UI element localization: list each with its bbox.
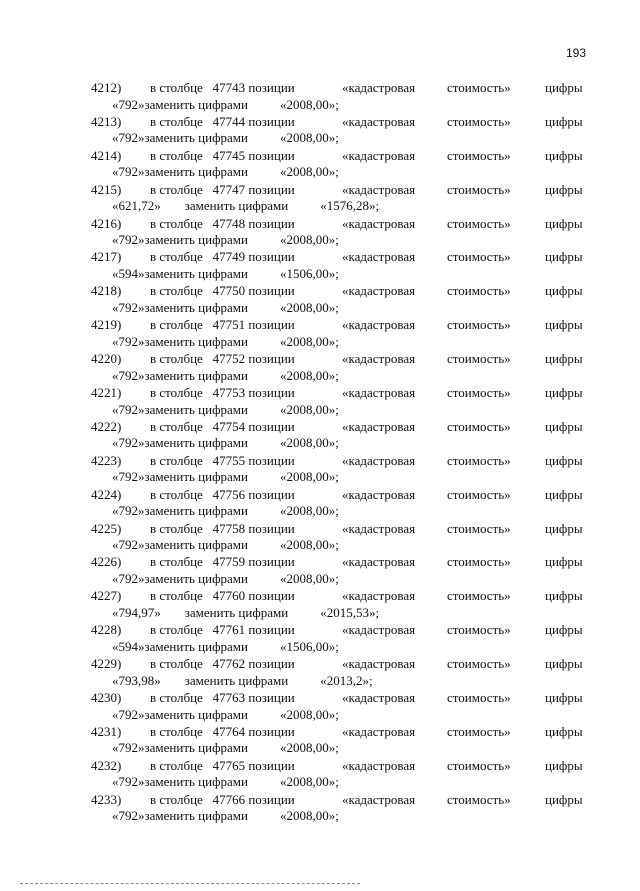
column-reference: в столбце 47760 позиции [150,588,295,604]
item-number: 4230) [91,690,122,706]
old-value: «792» [112,808,145,824]
digits-word: цифры [545,215,583,231]
replace-phrase: заменить цифрами [144,808,248,824]
cadastral-word: «кадастровая [342,147,416,163]
item-number: 4219) [91,317,122,333]
amendment-item [0,248,640,282]
old-value: «621,72» [112,198,161,214]
new-value: «2008,00»; [279,232,339,248]
page-number: 193 [566,46,587,60]
amendment-item [0,689,640,723]
column-reference: в столбце 47758 позиции [150,520,295,536]
digits-word: цифры [545,418,583,434]
cadastral-word: «кадастровая [342,622,416,638]
cadastral-word: «кадастровая [342,588,416,604]
replace-phrase: заменить цифрами [144,435,248,451]
item-number: 4226) [91,554,122,570]
amendment-line-1 [0,621,640,638]
amendment-line-2 [112,197,379,214]
item-number: 4222) [91,418,122,434]
old-value: «792» [112,164,145,180]
digits-word: цифры [545,113,583,129]
amendment-line-1 [0,215,640,232]
column-reference: в столбце 47748 позиции [150,215,295,231]
digits-word: цифры [545,723,583,739]
old-value: «792» [112,401,145,417]
cadastral-word: «кадастровая [342,385,416,401]
item-number: 4216) [91,215,122,231]
column-reference: в столбце 47754 позиции [150,418,295,434]
replace-phrase: заменить цифрами [144,537,248,553]
cadastral-word: «кадастровая [342,418,416,434]
amendment-line-1 [0,452,640,469]
value-word: стоимость» [447,249,511,265]
amendment-line-2 [112,672,373,689]
value-word: стоимость» [447,757,511,773]
value-word: стоимость» [447,622,511,638]
new-value: «2008,00»; [279,401,339,417]
amendment-item [0,621,640,655]
cadastral-word: «кадастровая [342,113,416,129]
item-number: 4228) [91,622,122,638]
item-number: 4212) [91,80,122,95]
value-word: стоимость» [447,181,511,197]
replace-phrase: заменить цифрами [144,706,248,722]
amendment-line-1 [0,113,640,130]
old-value: «792» [112,435,145,451]
amendment-line-1 [0,350,640,367]
amendment-item [0,553,640,587]
column-reference: в столбце 47765 позиции [150,757,295,773]
value-word: стоимость» [447,351,511,367]
cadastral-word: «кадастровая [342,656,416,672]
replace-phrase: заменить цифрами [184,672,289,688]
amendment-item [0,486,640,520]
amendment-line-1 [0,418,640,435]
replace-phrase: заменить цифрами [144,570,248,586]
digits-word: цифры [545,452,583,468]
amendment-line-2 [112,502,339,519]
value-word: стоимость» [447,554,511,570]
cadastral-word: «кадастровая [342,317,416,333]
amendment-line-2 [112,570,339,587]
amendment-line-1 [0,689,640,706]
digits-word: цифры [545,486,583,502]
item-number: 4218) [91,283,122,299]
old-value: «594» [112,638,145,654]
item-number: 4220) [91,351,122,367]
digits-word: цифры [545,622,583,638]
digits-word: цифры [545,690,583,706]
cadastral-word: «кадастровая [342,181,416,197]
value-word: стоимость» [447,80,511,95]
old-value: «594» [112,265,145,281]
replace-phrase: заменить цифрами [144,164,248,180]
value-word: стоимость» [447,317,511,333]
old-value: «792» [112,537,145,553]
amendment-line-2 [112,96,339,113]
amendment-line-1 [0,553,640,570]
value-word: стоимость» [447,215,511,231]
new-value: «2008,00»; [279,435,339,451]
amendment-item [0,723,640,757]
amendment-item [0,350,640,384]
column-reference: в столбце 47749 позиции [150,249,295,265]
item-number: 4221) [91,385,122,401]
digits-word: цифры [545,588,583,604]
old-value: «792» [112,299,145,315]
amendment-line-1 [0,655,640,672]
amendment-item [0,757,640,791]
amendment-line-1 [0,147,640,164]
cadastral-word: «кадастровая [342,554,416,570]
new-value: «2008,00»; [279,808,339,824]
amendment-line-2 [112,468,339,485]
column-reference: в столбце 47744 позиции [150,113,295,129]
cadastral-word: «кадастровая [342,249,416,265]
amendment-item [0,215,640,249]
footer-rule [20,883,360,884]
column-reference: в столбце 47752 позиции [150,351,295,367]
replace-phrase: заменить цифрами [144,740,248,756]
cadastral-word: «кадастровая [342,351,416,367]
new-value: «2008,00»; [279,469,339,485]
amendment-line-2 [112,401,339,418]
digits-word: цифры [545,249,583,265]
old-value: «794,97» [112,604,161,620]
amendment-line-2 [112,807,339,824]
new-value: «2008,00»; [279,130,339,146]
amendment-item [0,418,640,452]
new-value: «2008,00»; [279,570,339,586]
amendment-list [0,79,640,825]
amendment-line-1 [0,316,640,333]
amendment-item [0,791,640,825]
value-word: стоимость» [447,283,511,299]
old-value: «792» [112,333,145,349]
amendment-item [0,316,640,350]
amendment-line-1 [0,791,640,808]
column-reference: в столбце 47761 позиции [150,622,295,638]
value-word: стоимость» [447,418,511,434]
old-value: «792» [112,740,145,756]
new-value: «2008,00»; [279,706,339,722]
old-value: «792» [112,774,145,790]
replace-phrase: заменить цифрами [144,638,248,654]
new-value: «2008,00»; [279,537,339,553]
value-word: стоимость» [447,452,511,468]
replace-phrase: заменить цифрами [144,130,248,146]
cadastral-word: «кадастровая [342,452,416,468]
column-reference: в столбце 47755 позиции [150,452,295,468]
value-word: стоимость» [447,385,511,401]
old-value: «792» [112,367,145,383]
new-value: «1576,28»; [320,198,380,214]
digits-word: цифры [545,520,583,536]
item-number: 4229) [91,656,122,672]
amendment-item [0,587,640,621]
digits-word: цифры [545,351,583,367]
amendment-line-2 [112,129,339,146]
old-value: «792» [112,503,145,519]
item-number: 4223) [91,452,122,468]
amendment-line-2 [112,163,339,180]
column-reference: в столбце 47764 позиции [150,723,295,739]
item-number: 4231) [91,723,122,739]
value-word: стоимость» [447,520,511,536]
column-reference: в столбце 47753 позиции [150,385,295,401]
amendment-item [0,655,640,689]
digits-word: цифры [545,757,583,773]
column-reference: в столбце 47759 позиции [150,554,295,570]
value-word: стоимость» [447,791,511,807]
item-number: 4227) [91,588,122,604]
replace-phrase: заменить цифрами [144,401,248,417]
old-value: «792» [112,130,145,146]
amendment-line-2 [112,706,339,723]
cadastral-word: «кадастровая [342,486,416,502]
new-value: «2008,00»; [279,96,339,112]
digits-word: цифры [545,791,583,807]
new-value: «2008,00»; [279,164,339,180]
digits-word: цифры [545,385,583,401]
cadastral-word: «кадастровая [342,690,416,706]
value-word: стоимость» [447,486,511,502]
column-reference: в столбце 47745 позиции [150,147,295,163]
new-value: «2008,00»; [279,299,339,315]
amendment-line-2 [112,231,339,248]
old-value: «792» [112,570,145,586]
amendment-line-2 [112,299,339,316]
cadastral-word: «кадастровая [342,757,416,773]
old-value: «792» [112,232,145,248]
old-value: «792» [112,469,145,485]
digits-word: цифры [545,656,583,672]
new-value: «2008,00»; [279,503,339,519]
item-number: 4233) [91,791,122,807]
cadastral-word: «кадастровая [342,520,416,536]
amendment-item [0,384,640,418]
digits-word: цифры [545,147,583,163]
amendment-line-2 [112,638,339,655]
cadastral-word: «кадастровая [342,723,416,739]
new-value: «2015,53»; [320,604,380,620]
item-number: 4215) [91,181,122,197]
value-word: стоимость» [447,113,511,129]
new-value: «2008,00»; [279,774,339,790]
item-number: 4224) [91,486,122,502]
new-value: «1506,00»; [279,638,339,654]
new-value: «2008,00»; [279,333,339,349]
amendment-line-2 [112,265,339,282]
digits-word: цифры [545,283,583,299]
replace-phrase: заменить цифрами [144,299,248,315]
amendment-line-1 [0,757,640,774]
amendment-item [0,79,640,113]
amendment-line-2 [112,333,339,350]
old-value: «792» [112,96,145,112]
cadastral-word: «кадастровая [342,80,416,95]
column-reference: в столбце 47750 позиции [150,283,295,299]
amendment-line-1 [0,486,640,503]
replace-phrase: заменить цифрами [144,774,248,790]
item-number: 4214) [91,147,122,163]
column-reference: в столбце 47762 позиции [150,656,295,672]
new-value: «2008,00»; [279,740,339,756]
amendment-line-2 [112,367,339,384]
value-word: стоимость» [447,690,511,706]
amendment-item [0,113,640,147]
amendment-line-1 [0,520,640,537]
item-number: 4225) [91,520,122,536]
digits-word: цифры [545,80,583,95]
amendment-line-1 [0,181,640,198]
replace-phrase: заменить цифрами [144,367,248,383]
replace-phrase: заменить цифрами [144,333,248,349]
column-reference: в столбце 47743 позиции [150,80,295,95]
new-value: «2008,00»; [279,367,339,383]
cadastral-word: «кадастровая [342,791,416,807]
old-value: «793,98» [112,672,161,688]
new-value: «2013,2»; [320,672,373,688]
item-number: 4232) [91,757,122,773]
amendment-line-1 [0,79,640,96]
column-reference: в столбце 47766 позиции [150,791,295,807]
value-word: стоимость» [447,656,511,672]
amendment-item [0,520,640,554]
value-word: стоимость» [447,723,511,739]
replace-phrase: заменить цифрами [184,198,289,214]
replace-phrase: заменить цифрами [144,232,248,248]
amendment-line-2 [112,773,339,790]
amendment-line-2 [112,739,339,756]
digits-word: цифры [545,317,583,333]
value-word: стоимость» [447,147,511,163]
column-reference: в столбце 47751 позиции [150,317,295,333]
replace-phrase: заменить цифрами [144,469,248,485]
replace-phrase: заменить цифрами [144,265,248,281]
new-value: «1506,00»; [279,265,339,281]
old-value: «792» [112,706,145,722]
amendment-line-1 [0,587,640,604]
column-reference: в столбце 47763 позиции [150,690,295,706]
amendment-line-1 [0,248,640,265]
replace-phrase: заменить цифрами [144,503,248,519]
amendment-line-2 [112,604,379,621]
amendment-item [0,282,640,316]
item-number: 4213) [91,113,122,129]
item-number: 4217) [91,249,122,265]
replace-phrase: заменить цифрами [184,604,289,620]
amendment-line-1 [0,723,640,740]
amendment-line-2 [112,434,339,451]
digits-word: цифры [545,181,583,197]
column-reference: в столбце 47756 позиции [150,486,295,502]
digits-word: цифры [545,554,583,570]
amendment-line-2 [112,536,339,553]
column-reference: в столбце 47747 позиции [150,181,295,197]
cadastral-word: «кадастровая [342,215,416,231]
amendment-line-1 [0,282,640,299]
replace-phrase: заменить цифрами [144,96,248,112]
amendment-item [0,452,640,486]
cadastral-word: «кадастровая [342,283,416,299]
amendment-item [0,181,640,215]
amendment-item [0,147,640,181]
amendment-line-1 [0,384,640,401]
value-word: стоимость» [447,588,511,604]
